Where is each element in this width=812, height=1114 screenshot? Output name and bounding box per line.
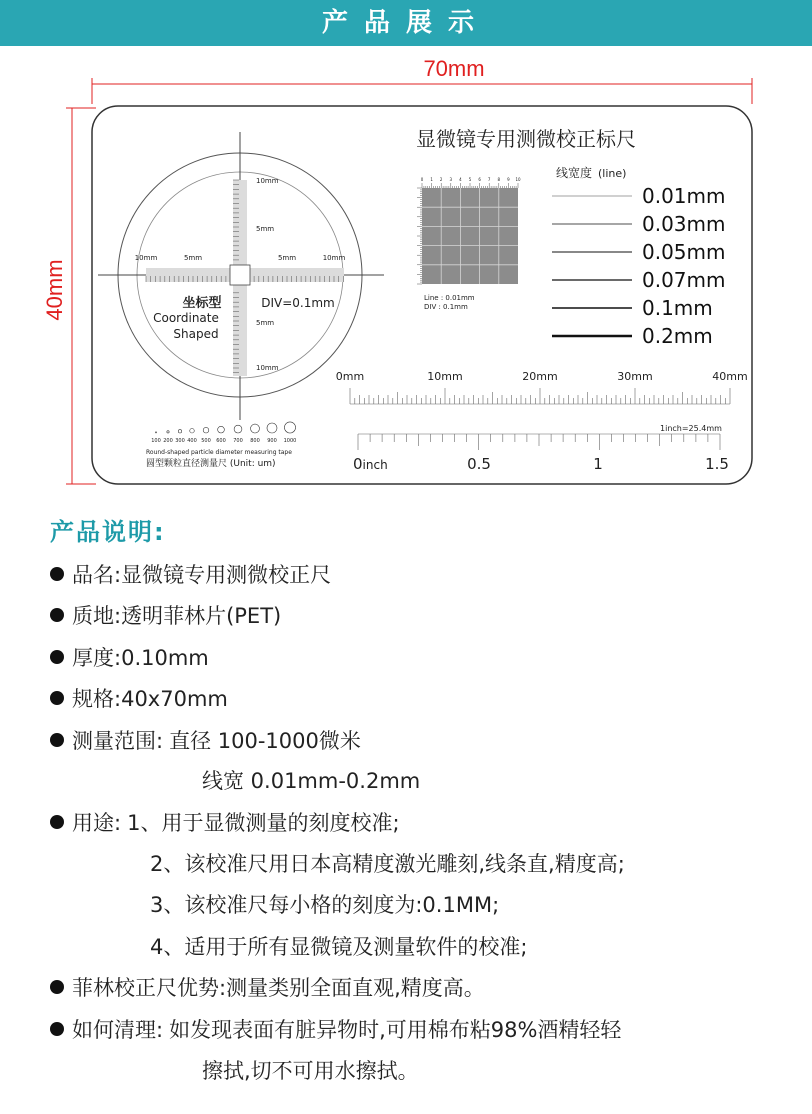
line-width-label: 0.1mm xyxy=(642,296,713,320)
spec-name-value: 显微镜专用测微校正尺 xyxy=(121,563,332,587)
inch-note: 1inch=25.4mm xyxy=(660,424,722,433)
spec-name xyxy=(50,559,331,589)
spec-range xyxy=(50,725,361,755)
axis-label-right-outer: 10mm xyxy=(322,254,346,262)
particle-size-label: 800 xyxy=(250,438,260,444)
spec-material-value: 透明菲林片(PET) xyxy=(121,604,282,628)
grid-div-label: DIV : 0.1mm xyxy=(424,303,468,311)
spec-range-value-1: 直径 100-1000微米 xyxy=(169,729,361,753)
banner-title: 产品展示 xyxy=(321,8,490,38)
particle-size-label: 600 xyxy=(216,438,226,444)
mm-ruler-label: 0mm xyxy=(335,370,365,383)
particle-size-label: 100 xyxy=(151,438,161,444)
inch-ruler-label: 1.5 xyxy=(705,455,729,473)
spec-usage-item: 2、该校准尺用日本高精度激光雕刻,线条直,精度高; xyxy=(150,852,625,876)
line-width-label: 0.01mm xyxy=(642,184,726,208)
grid-top-number: 10 xyxy=(515,177,521,182)
spec-usage-item: 1、用于显微测量的刻度校准; xyxy=(127,811,400,835)
bullet-icon xyxy=(50,815,64,829)
grid-top-number: 2 xyxy=(439,177,443,182)
coordinate-div-label: DIV=0.1mm xyxy=(261,296,335,310)
grid-top-number: 3 xyxy=(449,177,453,182)
particle-size-label: 700 xyxy=(233,438,243,444)
particle-caption-cn: 圆型颗粒直径测量尺 (Unit: um) xyxy=(146,459,276,469)
spec-advantage-label: 菲林校正尺优势: xyxy=(72,976,227,1000)
line-width-header xyxy=(556,165,626,180)
line-width-label: 0.05mm xyxy=(642,240,726,264)
axis-label-left-outer: 10mm xyxy=(134,254,158,262)
mm-ruler-label: 40mm xyxy=(712,370,748,383)
particle-size-label: 500 xyxy=(201,438,211,444)
spec-size-label: 规格: xyxy=(72,687,122,711)
inch-ruler-label: 0.5 xyxy=(467,455,491,473)
bullet-icon xyxy=(50,733,64,747)
line-width-label: 0.2mm xyxy=(642,324,713,348)
spec-advantage-value: 测量类别全面直观,精度高。 xyxy=(226,976,485,1000)
spec-material-label: 质地: xyxy=(72,604,122,628)
coordinate-label-cn: 坐标型 xyxy=(182,296,222,311)
grid-top-number: 0 xyxy=(420,177,424,182)
spec-cleaning-value-2: 擦拭,切不可用水擦拭。 xyxy=(202,1059,419,1083)
bullet-icon xyxy=(50,567,64,581)
bullet-icon xyxy=(50,980,64,994)
spec-material xyxy=(50,600,281,630)
card-title: 显微镜专用测微校正标尺 xyxy=(416,127,636,151)
grid-top-number: 5 xyxy=(468,177,472,182)
grid-line-label: Line : 0.01mm xyxy=(424,294,475,302)
width-dimension xyxy=(92,78,752,104)
axis-label-top-outer: 10mm xyxy=(256,177,279,185)
inch-zero-value: 0 xyxy=(353,455,363,473)
spec-range-value-2: 线宽 0.01mm-0.2mm xyxy=(202,769,421,793)
grid-top-number: 1 xyxy=(430,177,433,182)
particle-caption-en: Round-shaped particle diameter measuring tape xyxy=(146,449,292,456)
mm-ruler-label: 30mm xyxy=(617,370,653,383)
description-title: 产品说明: xyxy=(50,518,166,546)
coordinate-label-en-1: Coordinate xyxy=(153,311,219,325)
product-illustration xyxy=(0,46,812,496)
grid-top-number: 8 xyxy=(497,177,501,182)
spec-size-value: 40x70mm xyxy=(121,687,228,711)
particle-size-label: 300 xyxy=(175,438,185,444)
spec-usage-item: 4、适用于所有显微镜及测量软件的校准; xyxy=(150,935,528,959)
grid-top-number: 9 xyxy=(507,177,510,182)
bullet-icon xyxy=(50,1022,64,1036)
line-width-header-cn: 线宽度 xyxy=(556,166,593,180)
axis-label-bottom-inner: 5mm xyxy=(256,319,275,327)
bullet-icon xyxy=(50,650,64,664)
grid-top-number: 7 xyxy=(487,177,491,182)
spec-thickness-value: 0.10mm xyxy=(121,646,209,670)
line-width-label: 0.07mm xyxy=(642,268,726,292)
mm-ruler-label: 10mm xyxy=(427,370,463,383)
spec-usage-item: 3、该校准尺每小格的刻度为:0.1MM; xyxy=(150,893,500,917)
spec-usage-label: 用途: xyxy=(72,811,122,835)
grid-top-number: 4 xyxy=(459,177,462,182)
grid-top-number: 6 xyxy=(478,177,481,182)
spec-size xyxy=(50,683,228,713)
spec-usage xyxy=(50,807,400,837)
height-label: 40mm xyxy=(42,259,67,321)
axis-label-right-inner: 5mm xyxy=(277,254,297,262)
particle-size-label: 900 xyxy=(267,438,277,444)
spec-advantage xyxy=(50,972,485,1002)
inch-ruler-label: 1 xyxy=(593,455,603,473)
mm-ruler-label: 20mm xyxy=(522,370,558,383)
line-width-header-en: (line) xyxy=(598,167,627,180)
spec-cleaning-value-1: 如发现表面有脏异物时,可用棉布粘98%酒精轻轻 xyxy=(169,1018,622,1042)
spec-cleaning xyxy=(50,1014,621,1044)
line-width-label: 0.03mm xyxy=(642,212,726,236)
width-label: 70mm xyxy=(423,56,485,81)
inch-zero-unit: inch xyxy=(362,458,388,472)
axis-label-left-inner: 5mm xyxy=(183,254,203,262)
axis-label-bottom-outer: 10mm xyxy=(256,364,279,372)
calibration-card xyxy=(92,106,752,484)
grid-scale xyxy=(417,183,518,284)
spec-thickness xyxy=(50,642,209,672)
particle-size-label: 1000 xyxy=(283,438,297,444)
particle-size-label: 200 xyxy=(163,438,173,444)
bullet-icon xyxy=(50,608,64,622)
inch-zero-label xyxy=(353,455,388,473)
axis-label-top-inner: 5mm xyxy=(256,225,275,233)
bullet-icon xyxy=(50,691,64,705)
spec-thickness-label: 厚度: xyxy=(72,646,122,670)
spec-cleaning-label: 如何清理: xyxy=(72,1018,164,1042)
page-banner xyxy=(0,0,812,46)
coordinate-label-en-2: Shaped xyxy=(173,327,219,341)
spec-range-label: 测量范围: xyxy=(72,729,164,753)
spec-name-label: 品名: xyxy=(72,563,122,587)
particle-size-label: 400 xyxy=(187,438,197,444)
